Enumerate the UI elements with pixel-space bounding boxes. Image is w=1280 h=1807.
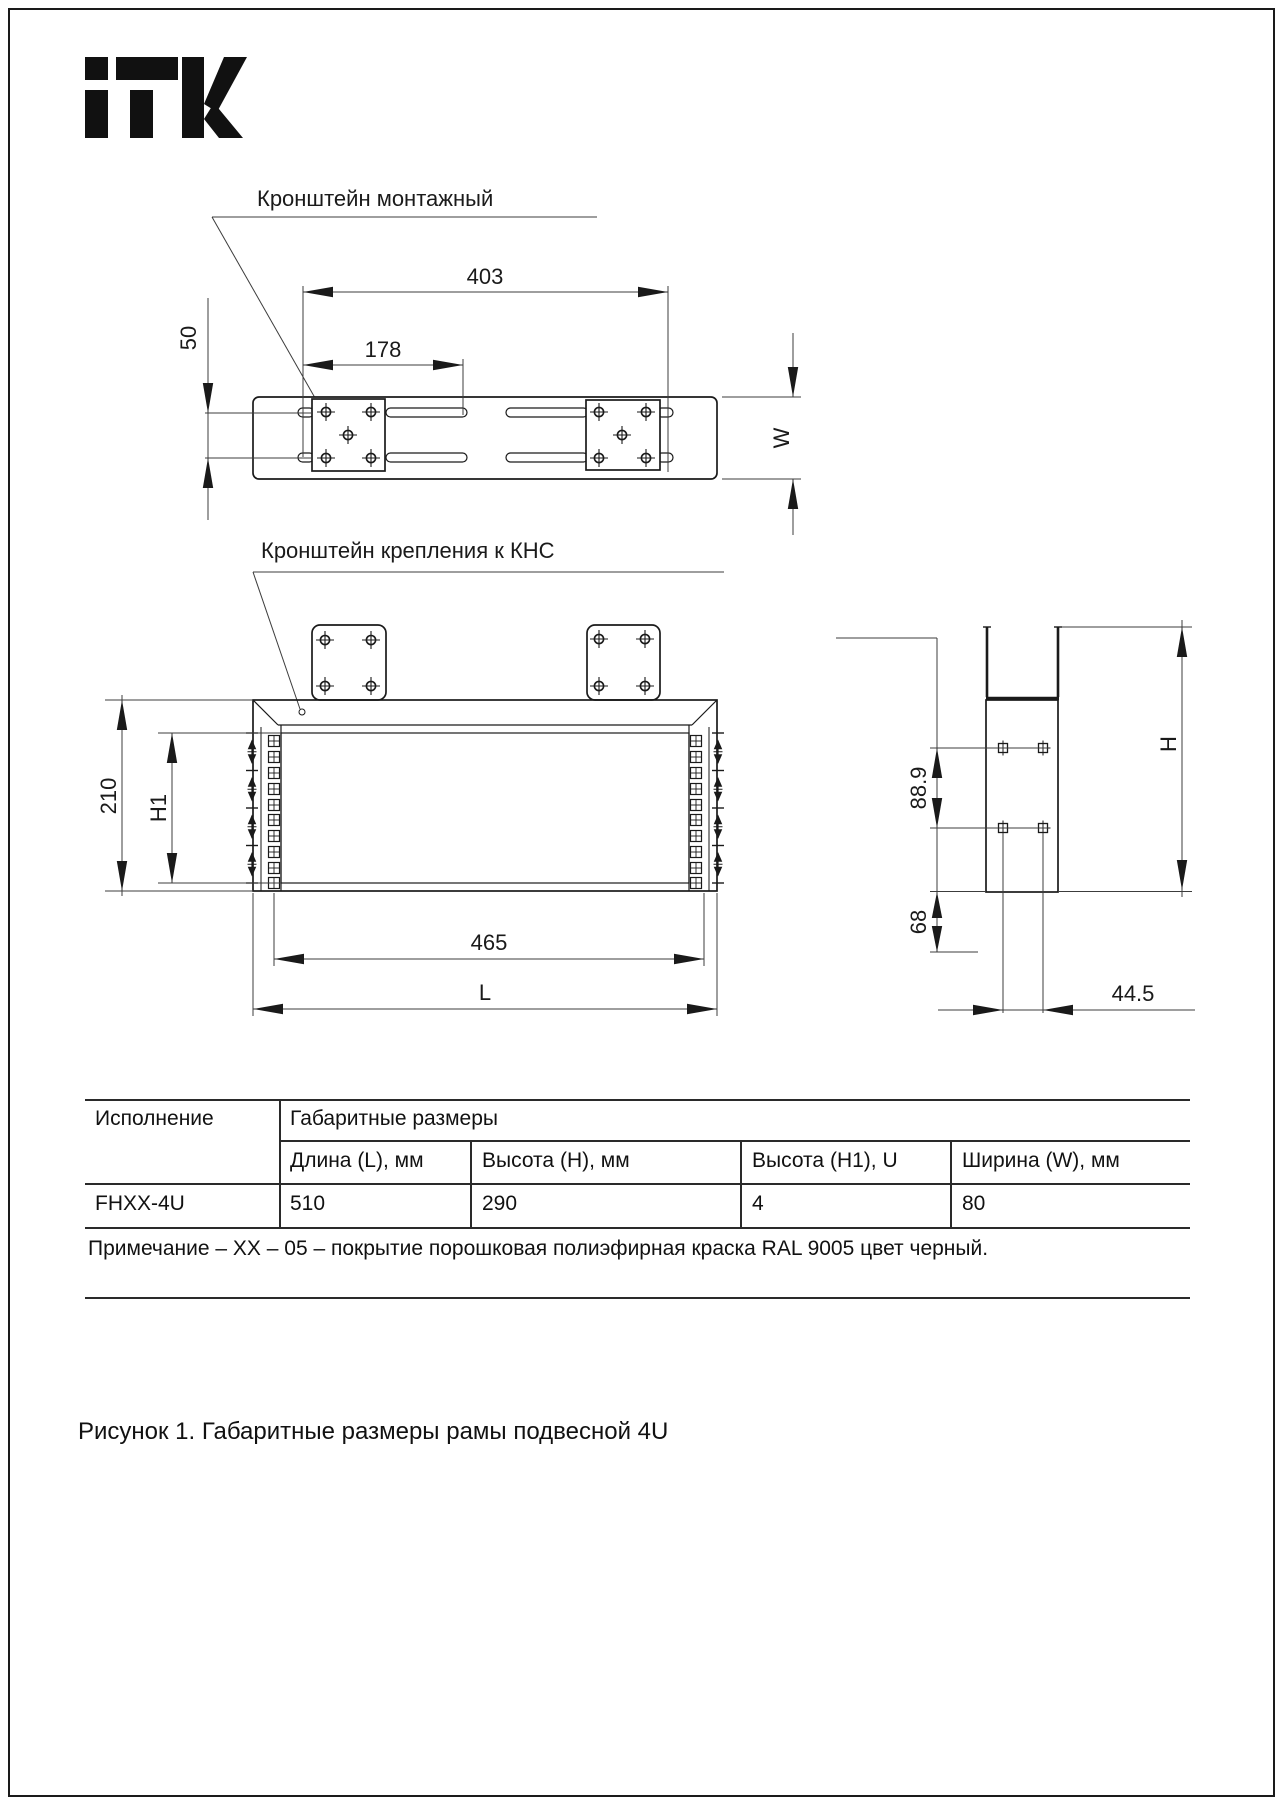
dim-178: 178	[364, 337, 402, 362]
kns-brackets	[312, 625, 660, 700]
table-line	[950, 1140, 952, 1229]
cell-width: 80	[962, 1192, 986, 1215]
itk-logo	[85, 57, 247, 138]
rack-rail-holes-left	[269, 736, 280, 889]
dim-68: 68	[906, 909, 931, 935]
front-view	[96, 572, 724, 1016]
side-view-dim-arrows	[932, 627, 1187, 1015]
dim-w: W	[769, 427, 794, 449]
table-subheader-height: Высота (H), мм	[482, 1149, 630, 1172]
table-note: Примечание – ХХ – 05 – покрытие порошковая полиэфирная краска RAL 9005 цвет черный.	[88, 1237, 989, 1260]
table-line	[279, 1099, 281, 1229]
table-header-execution: Исполнение	[95, 1107, 214, 1130]
table-subheader-width: Ширина (W), мм	[962, 1149, 1120, 1172]
dim-403: 403	[466, 264, 504, 289]
dim-889: 88.9	[906, 766, 931, 810]
frame-body	[253, 700, 717, 891]
table-subheader-height-u: Высота (H1), U	[752, 1149, 898, 1172]
table-line	[85, 1183, 1190, 1185]
dim-210: 210	[96, 777, 121, 815]
front-view-dim-arrows	[117, 700, 717, 1014]
dim-h: H	[1156, 736, 1181, 752]
dim-h1: H1	[146, 793, 171, 823]
table-subheader-length: Длина (L), мм	[290, 1149, 424, 1172]
table-line	[85, 1227, 1190, 1229]
side-plate-holes	[996, 741, 1051, 836]
dim-445: 44.5	[1111, 981, 1155, 1006]
side-bracket-plate	[986, 700, 1058, 892]
figure-caption: Рисунок 1. Габаритные размеры рамы подвесной 4U	[78, 1418, 669, 1445]
dim-465: 465	[470, 930, 508, 955]
cell-length: 510	[290, 1192, 326, 1215]
table-line	[470, 1140, 472, 1229]
side-view-dim-lines	[836, 620, 1195, 1013]
side-channel	[983, 627, 1062, 892]
cell-execution: FHXX-4U	[95, 1192, 185, 1215]
dim-50: 50	[176, 325, 201, 351]
dim-l: L	[478, 980, 492, 1005]
top-view	[176, 217, 801, 535]
label-bracket-mount: Кронштейн монтажный	[257, 186, 494, 211]
cell-height: 290	[482, 1192, 518, 1215]
label-bracket-kns: Кронштейн крепления к КНС	[261, 538, 555, 563]
table-header-dimensions: Габаритные размеры	[290, 1107, 498, 1130]
side-view	[836, 620, 1195, 1015]
table-line	[85, 1099, 1190, 1101]
front-view-dim-lines	[105, 695, 717, 1016]
cell-height-u: 4	[752, 1192, 764, 1215]
rack-rail-holes-right	[691, 736, 702, 889]
table-line	[279, 1140, 1190, 1142]
table-line	[740, 1140, 742, 1229]
u-marks	[246, 733, 724, 883]
table-line	[85, 1297, 1190, 1299]
